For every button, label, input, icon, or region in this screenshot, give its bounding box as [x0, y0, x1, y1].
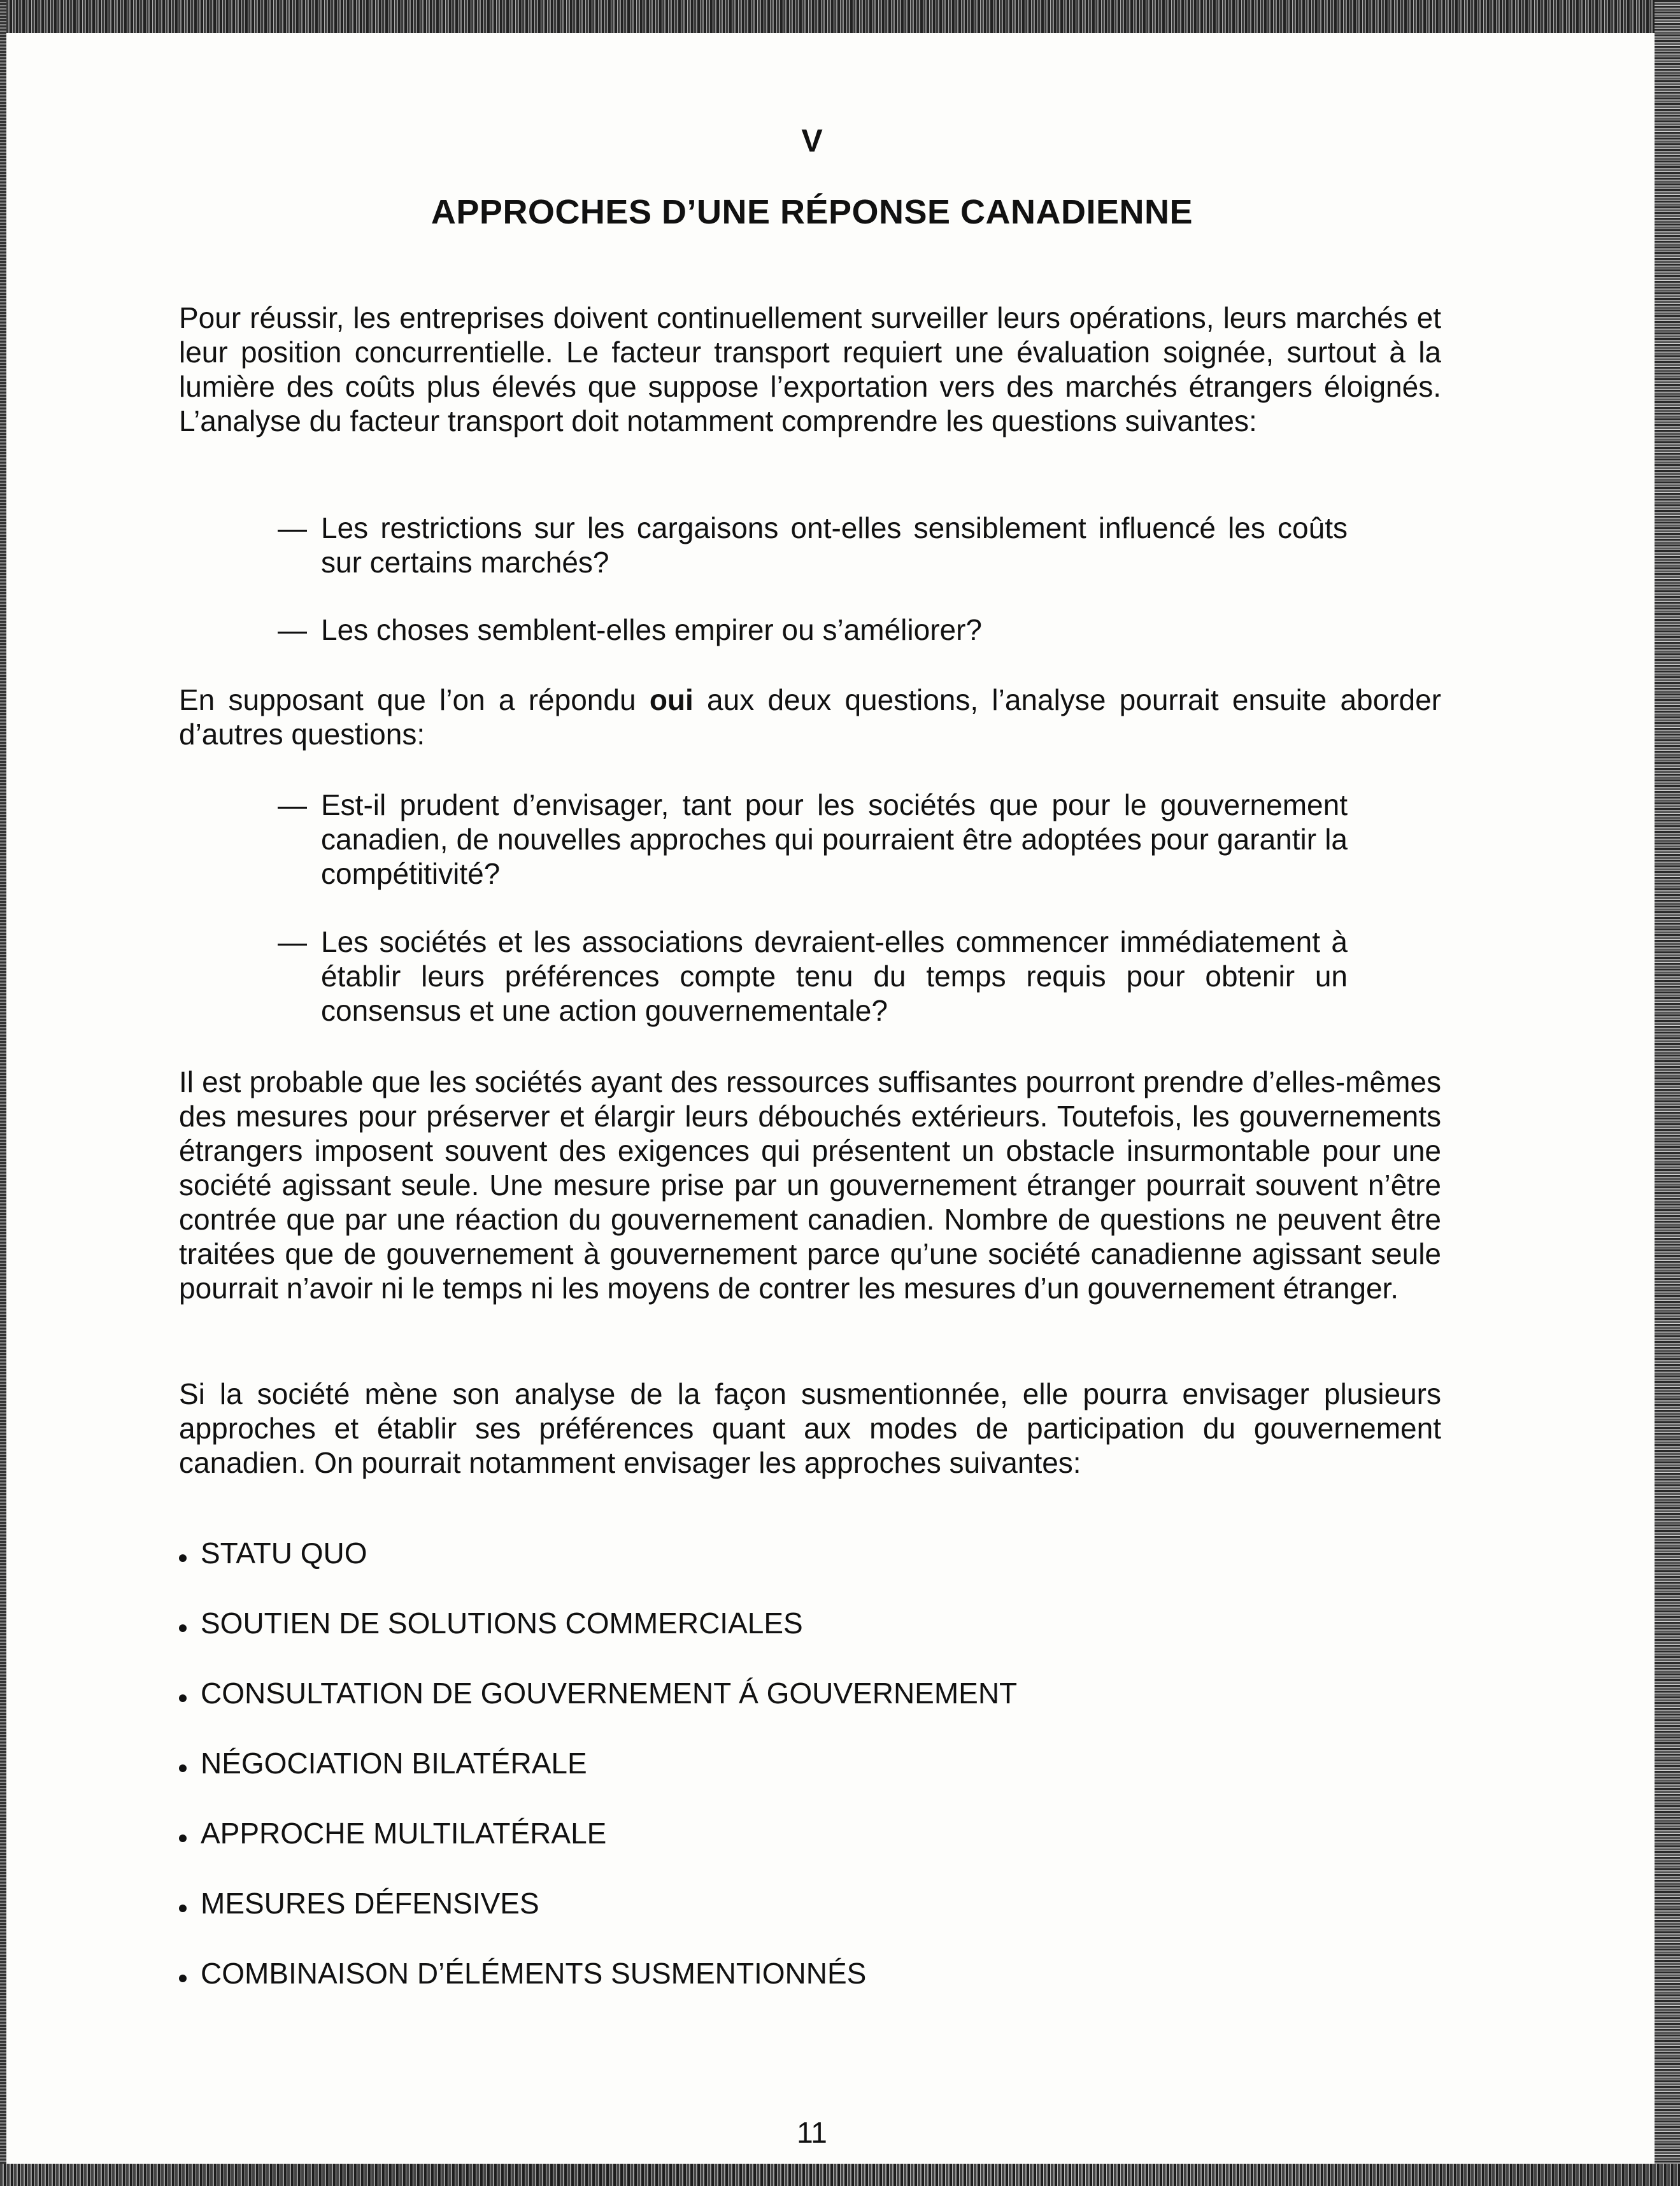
approach-label: MESURES DÉFENSIVES — [201, 1887, 539, 1920]
scan-border-bottom — [0, 2164, 1680, 2186]
approach-label: STATU QUO — [201, 1537, 367, 1570]
paragraph-4: Si la société mène son analyse de la façon susmentionnée, elle pourra envisager plusieurs approches et établir ses préférences quant aux modes de participation du gouvernement canadien. On pourrait notamment envisager les approches suivantes: — [179, 1377, 1441, 1479]
bullet-icon — [179, 1554, 187, 1562]
approach-label: COMBINAISON D’ÉLÉMENTS SUSMENTIONNÉS — [201, 1957, 867, 1990]
approach-item — [179, 1536, 367, 1570]
question-text: Les choses semblent-elles empirer ou s’améliorer? — [321, 613, 983, 646]
approach-label: NÉGOCIATION BILATÉRALE — [201, 1747, 587, 1780]
question-text: Les restrictions sur les cargaisons ont-elles sensiblement influencé les coûts sur certains marchés? — [321, 511, 1348, 579]
approach-item — [179, 1956, 866, 1991]
chapter-title: APPROCHES D’UNE RÉPONSE CANADIENNE — [431, 193, 1193, 231]
transition-paragraph — [179, 683, 1441, 751]
scan-border-right — [1655, 0, 1680, 2186]
approach-item — [179, 1606, 803, 1640]
dash-marker: — — [278, 925, 307, 958]
question-text: Est-il prudent d’envisager, tant pour les sociétés que pour le gouvernement canadien, de nouvelles approches qui pourraient être adoptées pour garantir la compétitivité? — [321, 788, 1348, 890]
page-number: 11 — [797, 2116, 827, 2149]
approach-item — [179, 1676, 1017, 1710]
approach-label: APPROCHE MULTILATÉRALE — [201, 1817, 607, 1850]
question-item — [278, 511, 1348, 579]
bullet-icon — [179, 1975, 187, 1982]
question-item — [278, 788, 1348, 891]
bullet-icon — [179, 1624, 187, 1632]
document-page — [6, 33, 1655, 2164]
transition-emphasis: oui — [649, 683, 694, 716]
dash-marker: — — [278, 511, 307, 544]
bullet-icon — [179, 1905, 187, 1912]
question-text: Les sociétés et les associations devraient-elles commencer immédiatement à établir leurs préférences compte tenu du temps requis pour obtenir un consensus et une action gouvernementale? — [321, 925, 1348, 1027]
bullet-icon — [179, 1694, 187, 1702]
approach-item — [179, 1746, 587, 1780]
transition-before: En supposant que l’on a répondu — [179, 683, 650, 716]
question-item — [278, 613, 1348, 647]
transition-after: aux deux questions, l’analyse pourrait ensuite aborder d’autres questions: — [179, 683, 1442, 751]
bullet-icon — [179, 1764, 187, 1772]
dash-marker: — — [278, 788, 307, 821]
question-item — [278, 925, 1348, 1028]
dash-marker: — — [278, 613, 307, 646]
bullet-icon — [179, 1835, 187, 1842]
chapter-number: V — [801, 123, 823, 159]
approach-label: SOUTIEN DE SOLUTIONS COMMERCIALES — [201, 1607, 803, 1640]
approach-label: CONSULTATION DE GOUVERNEMENT Á GOUVERNEMENT — [201, 1677, 1018, 1710]
approach-item — [179, 1816, 606, 1850]
intro-paragraph: Pour réussir, les entreprises doivent continuellement surveiller leurs opérations, leurs marchés et leur position concurrentielle. Le facteur transport requiert une évaluation soignée, surtout à la lumière des coûts plus élevés que suppose l’exportation vers des marchés étrangers éloignés. L’analyse du facteur transport doit notamment comprendre les questions suivantes: — [179, 301, 1441, 437]
scan-border-top — [0, 0, 1680, 33]
approach-item — [179, 1886, 539, 1920]
scan-border-left — [0, 0, 6, 2186]
paragraph-3: Il est probable que les sociétés ayant des ressources suffisantes pourront prendre d’elles-mêmes des mesures pour préserver et élargir leurs débouchés extérieurs. Toutefois, les gouvernements étrangers imposent souvent des exigences qui présentent un obstacle insurmontable pour une société agissant seule. Une mesure prise par un gouvernement étranger pourrait souvent n’être contrée que par une réaction du gouvernement canadien. Nombre de questions ne peuvent être traitées que de gouvernement à gouvernement parce qu’une société canadienne agissant seule pourrait n’avoir ni le temps ni les moyens de contrer les mesures d’un gouvernement étranger. — [179, 1065, 1441, 1305]
